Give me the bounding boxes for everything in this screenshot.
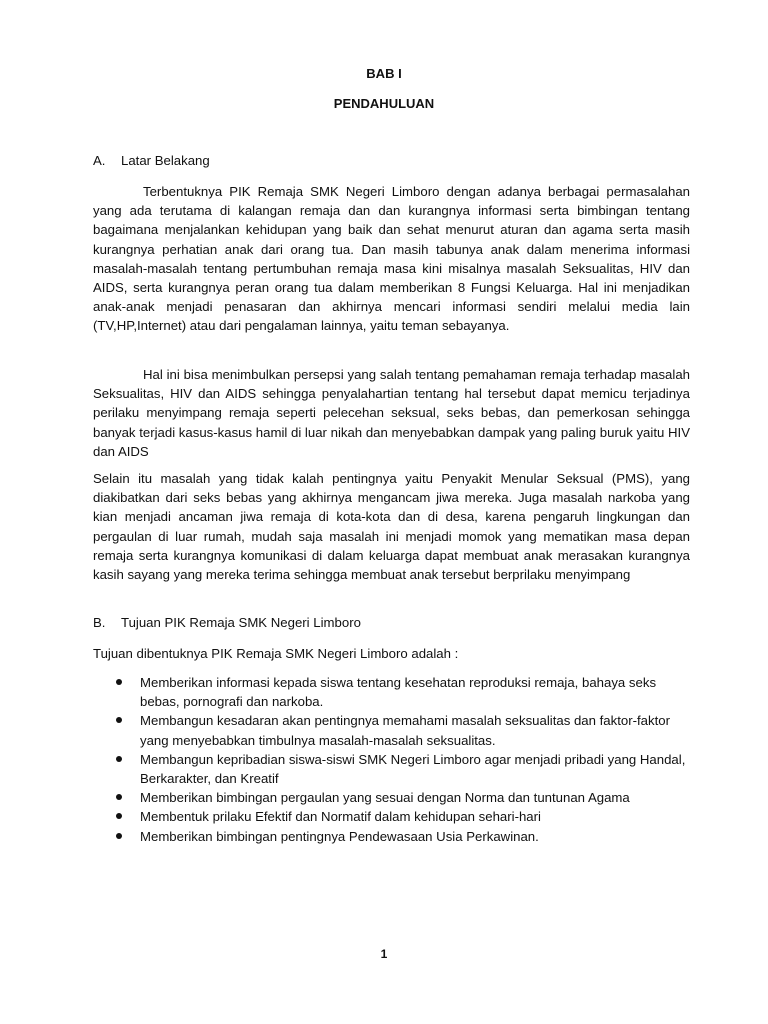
bullet-icon xyxy=(116,679,122,685)
list-item xyxy=(93,750,690,788)
bullet-icon xyxy=(116,756,122,762)
list-item-text: Membentuk prilaku Efektif dan Normatif dalam kehidupan sehari-hari xyxy=(140,809,541,825)
list-item-text: Memberikan informasi kepada siswa tentang kesehatan reproduksi remaja, bahaya seks bebas, pornografi dan narkoba. xyxy=(140,675,657,710)
bullet-icon xyxy=(116,717,122,723)
section-a-title: Latar Belakang xyxy=(121,153,210,168)
list-item xyxy=(93,711,690,749)
section-b-intro: Tujuan dibentuknya PIK Remaja SMK Negeri Limboro adalah : xyxy=(93,646,459,661)
list-item-text: Membangun kesadaran akan pentingnya memahami masalah seksualitas dan faktor-faktor yang menyebabkan timbulnya masalah-masalah seksualitas. xyxy=(140,713,670,748)
list-item xyxy=(93,807,690,826)
chapter-title: PENDAHULUAN xyxy=(333,96,435,111)
list-item xyxy=(93,673,690,711)
page-number: 1 xyxy=(380,947,388,961)
bullet-icon xyxy=(116,813,122,819)
section-b-letter: B. xyxy=(93,615,106,630)
paragraph-1: Terbentuknya PIK Remaja SMK Negeri Limboro dengan adanya berbagai permasalahan yang ada terutama di kalangan remaja dan dan kurangnya informasi serta bimbingan tentang bagaimana menjalankan kehidupan yang baik dan sehat menurut aturan dan agama serta masih kurangnya perhatian anak dari orang tua. Dan masih tabunya anak dalam menerima informasi masalah-masalah tentang pertumbuhan remaja masa kini misalnya masalah Seksualitas, HIV dan AIDS, serta kurangnya peran orang tua dalam memberikan 8 Fungsi Keluarga. Hal ini menjadikan anak-anak menjadi penasaran dan akhirnya mencari informasi sendiri melalui media lain (TV,HP,Internet) atau dari pengalaman lainnya, yaitu teman sebayanya. xyxy=(93,184,690,334)
list-item-text: Memberikan bimbingan pergaulan yang sesuai dengan Norma dan tuntunan Agama xyxy=(140,790,630,806)
section-a-heading xyxy=(93,153,210,168)
section-a-letter: A. xyxy=(93,153,106,168)
section-b-title: Tujuan PIK Remaja SMK Negeri Limboro xyxy=(121,615,361,630)
paragraph-3: Selain itu masalah yang tidak kalah pentingnya yaitu Penyakit Menular Seksual (PMS), yang diakibatkan dari seks bebas yang akhirnya mengancam jiwa mereka. Juga masalah narkoba yang kian menjadi ancaman jiwa remaja di kota-kota dan di desa, karena pengaruh lingkungan dan pergaulan di luar rumah, mudah saja masalah ini menjadi momok yang mematikan masa depan remaja serta kurangnya komunikasi di dalam keluarga dapat membuat anak merasakan kurangnya kasih sayang yang mereka terima sehingga membuat anak tersebut berprilaku menyimpang xyxy=(93,471,690,583)
bullet-icon xyxy=(116,794,122,800)
list-item-text: Memberikan bimbingan pentingnya Pendewasaan Usia Perkawinan. xyxy=(140,828,539,844)
list-item xyxy=(93,827,690,846)
paragraph-2: Hal ini bisa menimbulkan persepsi yang salah tentang pemahaman remaja terhadap masalah Seksualitas, HIV dan AIDS sehingga penyalahartian tentang hal tersebut dapat memicu terjadinya perilaku menyimpang remaja seperti pelecehan seksual, seks bebas, dan pemerkosan sehingga banyak terjadi kasus-kasus hamil di luar nikah dan menyebabkan dampak yang paling buruk yaitu HIV dan AIDS xyxy=(93,367,690,459)
bullet-icon xyxy=(116,833,122,839)
list-item-text: Membangun kepribadian siswa-siswi SMK Negeri Limboro agar menjadi pribadi yang Handal, Berkarakter, dan Kreatif xyxy=(140,751,686,787)
list-item xyxy=(93,788,690,807)
objectives-list xyxy=(93,673,690,846)
section-b-heading xyxy=(93,615,361,630)
chapter-number: BAB I xyxy=(366,66,402,81)
